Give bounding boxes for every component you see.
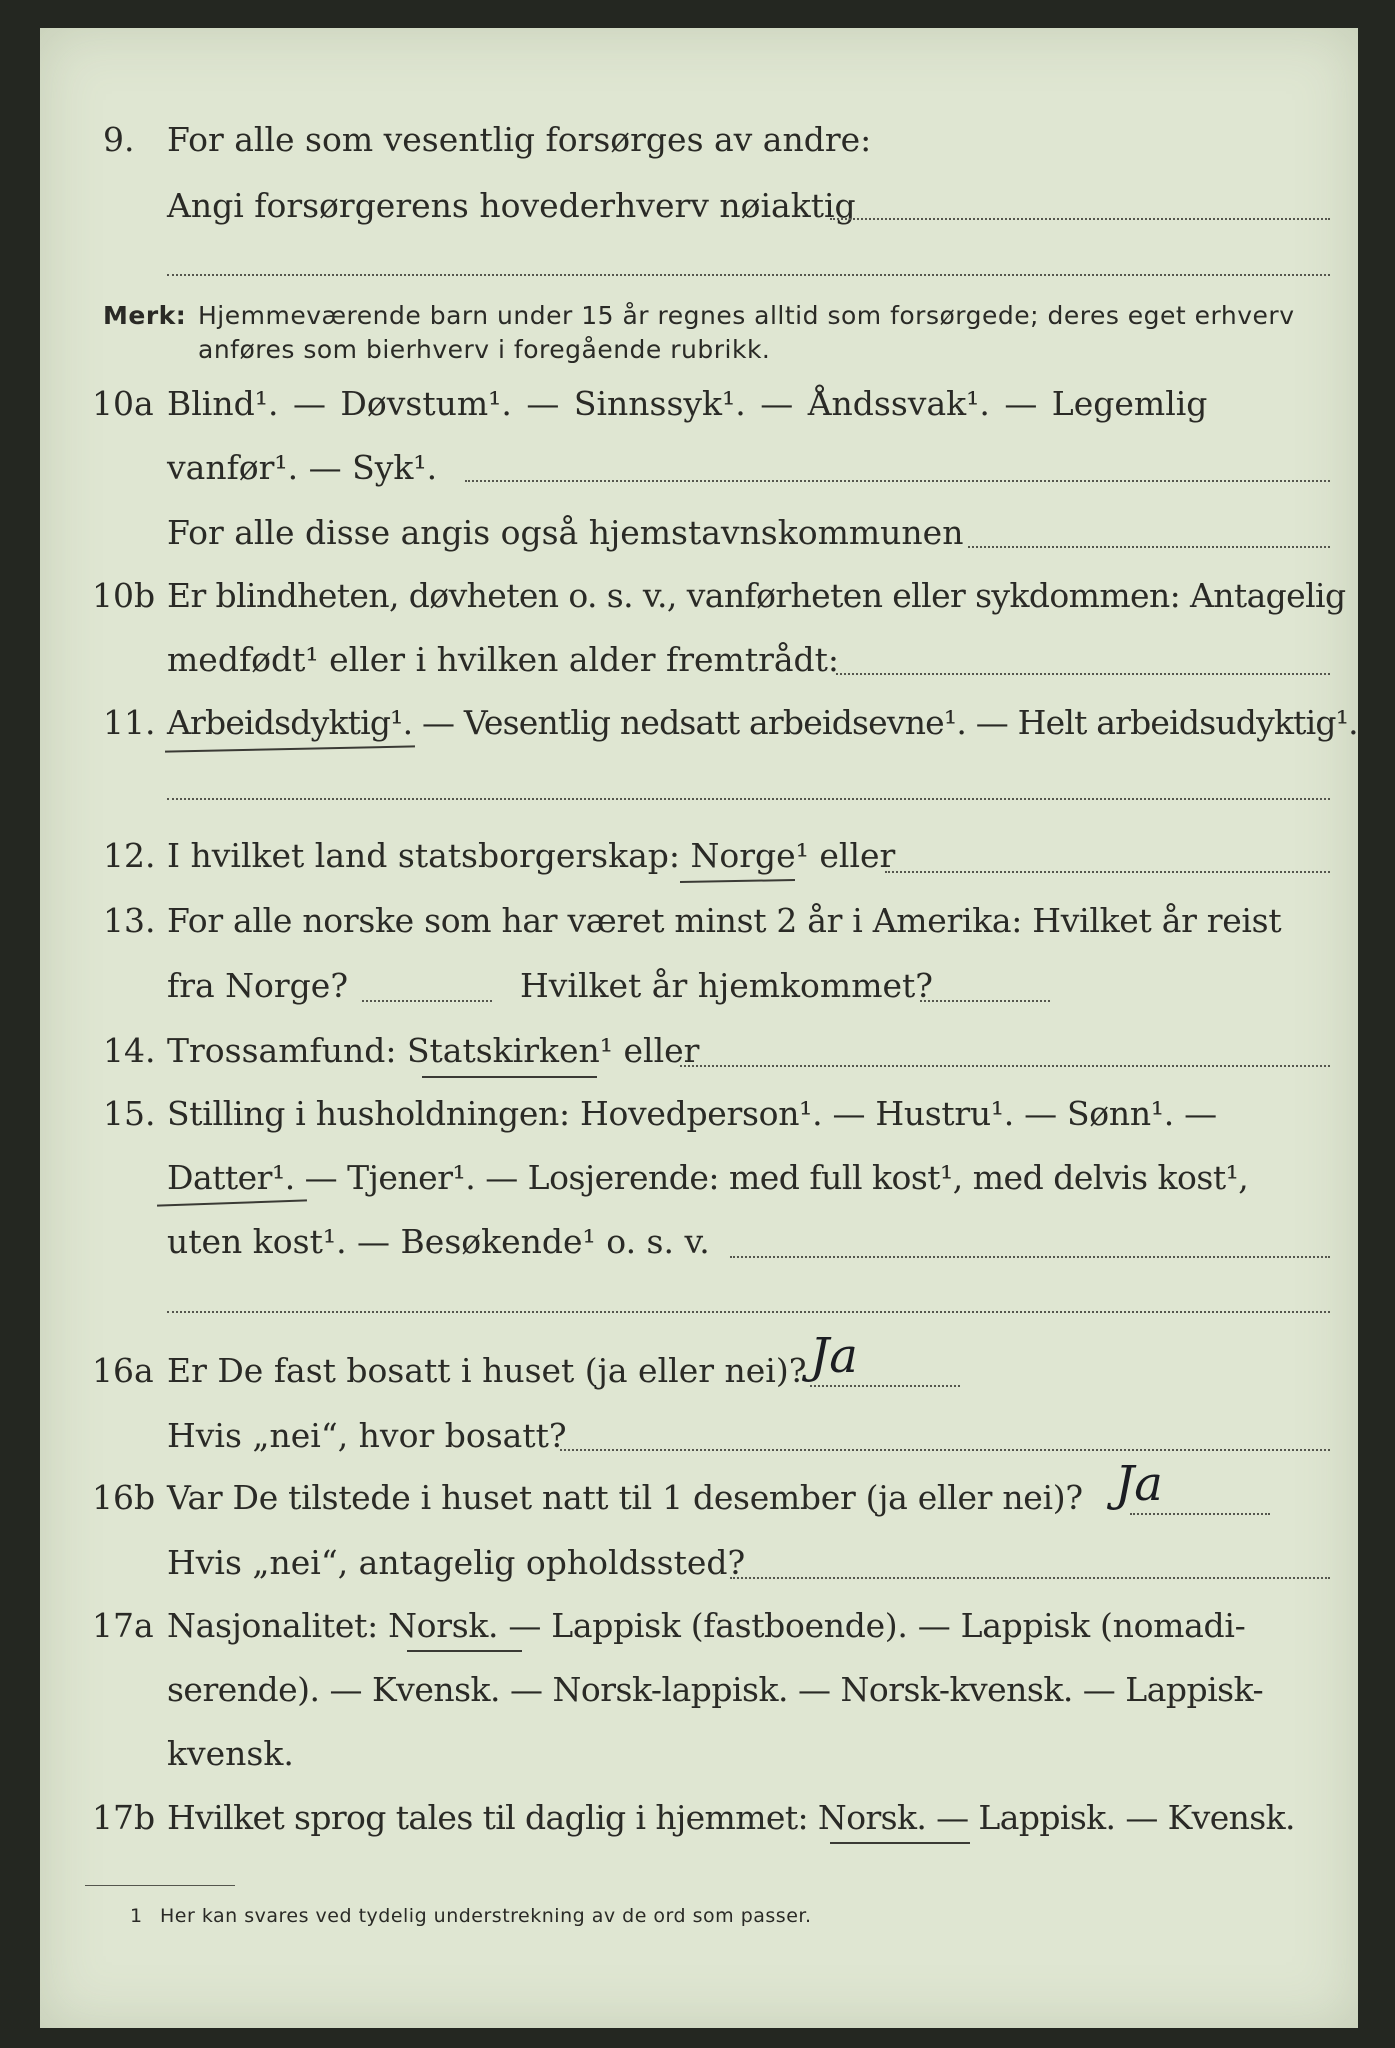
answer-field-12[interactable]	[885, 871, 1330, 873]
note-line-1: Hjemmeværende barn under 15 år regnes alltid som forsørgede; deres eget erhverv	[198, 301, 1295, 330]
question-10b-number: 10b	[92, 576, 156, 615]
answer-field-16a[interactable]	[810, 1385, 960, 1387]
question-17a-line-3: kvensk.	[167, 1734, 294, 1773]
question-17a-line-1: Nasjonalitet: Norsk. — Lappisk (fastboende). — Lappisk (nomadi-	[167, 1606, 1246, 1645]
question-13-line-2b: Hvilket år hjemkommet?	[520, 966, 933, 1005]
question-9-line-2: Angi forsørgerens hovederhverv nøiaktig	[167, 186, 856, 225]
question-15-number: 15.	[103, 1094, 156, 1133]
question-10a-line-2: vanfør¹. — Syk¹.	[167, 448, 438, 487]
question-10a-line-1: Blind¹. — Døvstum¹. — Sinnssyk¹. — Åndssvak¹. — Legemlig	[167, 384, 1208, 423]
question-16b-line-2: Hvis „nei“, antagelig opholdssted?	[167, 1543, 746, 1582]
question-9-number: 9.	[103, 120, 135, 159]
answer-field-15[interactable]	[730, 1256, 1330, 1258]
footnote-mark: 1	[130, 1905, 143, 1927]
question-10a-number: 10a	[92, 384, 154, 423]
question-16b-number: 16b	[92, 1478, 156, 1517]
answer-field-13-hjemkommet[interactable]	[920, 1000, 1050, 1002]
answer-field-9[interactable]	[830, 218, 1330, 220]
underline-norge	[680, 879, 795, 883]
question-16a-line-1: Er De fast bosatt i huset (ja eller nei)?	[167, 1351, 807, 1390]
question-10b-line-2: medfødt¹ eller i hvilken alder fremtrådt:	[167, 640, 840, 679]
question-13-number: 13.	[103, 901, 156, 940]
question-12-line-1: I hvilket land statsborgerskap: Norge¹ eller	[167, 836, 896, 875]
answer-field-10a[interactable]	[465, 480, 1330, 482]
footnote-rule	[85, 1885, 235, 1886]
question-17a-line-2: serende). — Kvensk. — Norsk-lappisk. — Norsk-kvensk. — Lappisk-	[167, 1670, 1264, 1709]
question-13-line-2a: fra Norge?	[167, 966, 349, 1005]
question-10a-line-3: For alle disse angis også hjemstavnskommunen	[167, 513, 964, 552]
underline-datter	[157, 1199, 307, 1206]
question-12-number: 12.	[103, 836, 156, 875]
answer-field-16a-bosatt[interactable]	[560, 1449, 1330, 1451]
answer-field-11[interactable]	[167, 798, 1330, 800]
answer-field-16b[interactable]	[1130, 1513, 1270, 1515]
note-label: Merk:	[103, 301, 187, 330]
question-11-number: 11.	[103, 703, 156, 742]
census-form-page	[40, 28, 1358, 2028]
question-13-line-1: For alle norske som har været minst 2 år i Amerika: Hvilket år reist	[167, 901, 1282, 940]
question-16a-line-2: Hvis „nei“, hvor bosatt?	[167, 1416, 567, 1455]
underline-norsk-sprog	[830, 1842, 970, 1844]
answer-field-9b[interactable]	[167, 274, 1330, 276]
answer-field-15b[interactable]	[167, 1311, 1330, 1313]
question-15-line-3: uten kost¹. — Besøkende¹ o. s. v.	[167, 1222, 710, 1261]
underline-norsk	[407, 1650, 522, 1652]
question-14-line-1: Trossamfund: Statskirken¹ eller	[167, 1031, 700, 1070]
underline-arbeidsdyktig	[165, 745, 415, 752]
answer-field-14[interactable]	[680, 1065, 1330, 1067]
question-16b-line-1: Var De tilstede i huset natt til 1 desember (ja eller nei)?	[167, 1478, 1083, 1517]
answer-field-10a-kommune[interactable]	[968, 546, 1330, 548]
question-17a-number: 17a	[92, 1606, 154, 1645]
answer-field-13-reist[interactable]	[362, 1000, 492, 1002]
footnote-text: Her kan svares ved tydelig understrekning av de ord som passer.	[160, 1905, 812, 1927]
question-16a-number: 16a	[92, 1351, 154, 1390]
question-9-line-1: For alle som vesentlig forsørges av andre:	[167, 120, 872, 159]
question-11-line-1: Arbeidsdyktig¹. — Vesentlig nedsatt arbeidsevne¹. — Helt arbeidsudyktig¹.	[167, 703, 1358, 742]
note-line-2: anføres som bierhverv i foregående rubrikk.	[198, 335, 771, 364]
answer-field-10b[interactable]	[836, 673, 1330, 675]
underline-statskirken	[422, 1076, 597, 1078]
question-15-line-1: Stilling i husholdningen: Hovedperson¹. — Hustru¹. — Sønn¹. —	[167, 1094, 1217, 1133]
question-17b-line-1: Hvilket sprog tales til daglig i hjemmet: Norsk. — Lappisk. — Kvensk.	[167, 1798, 1295, 1837]
question-15-line-2: Datter¹. — Tjener¹. — Losjerende: med full kost¹, med delvis kost¹,	[167, 1158, 1249, 1197]
answer-field-16b-opholdssted[interactable]	[730, 1577, 1330, 1579]
handwritten-answer-16a: Ja	[810, 1328, 858, 1384]
question-17b-number: 17b	[92, 1798, 156, 1837]
question-10b-line-1: Er blindheten, døvheten o. s. v., vanførheten eller sykdommen: Antagelig	[167, 576, 1346, 615]
question-14-number: 14.	[103, 1031, 156, 1070]
handwritten-answer-16b: Ja	[1115, 1456, 1163, 1512]
